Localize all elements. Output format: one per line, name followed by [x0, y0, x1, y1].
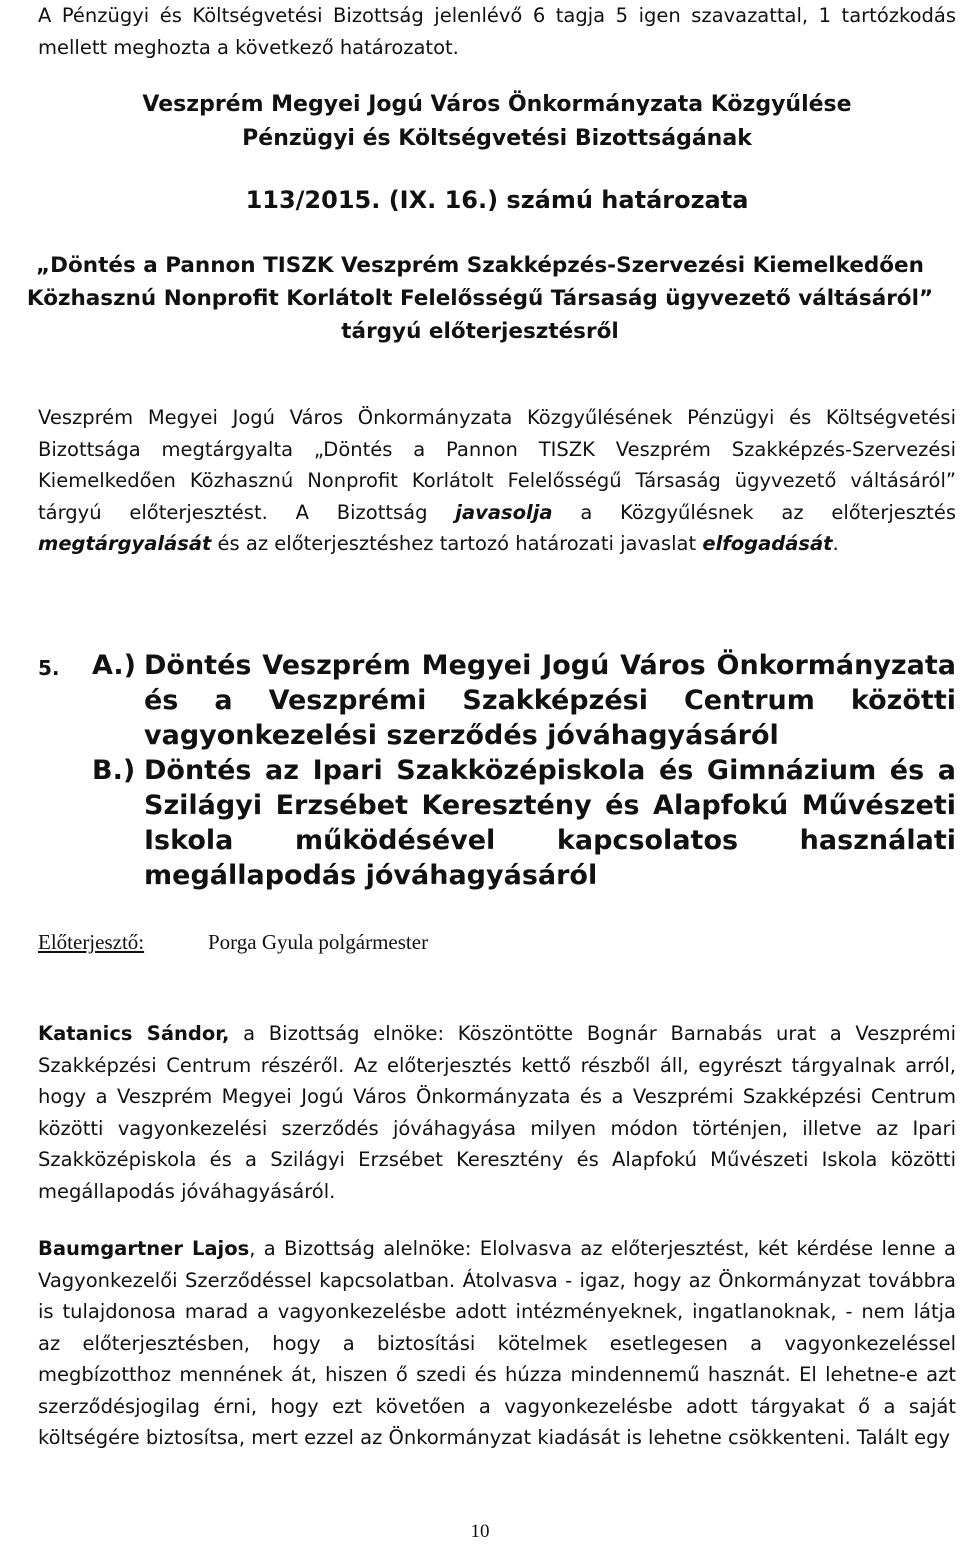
intro-paragraph: A Pénzügyi és Költségvetési Bizottság jelenlévő 6 tagja 5 igen szavazattal, 1 tartózkodás mellett meghozta a következő határozatot. — [38, 4, 956, 59]
heading-line1: Veszprém Megyei Jogú Város Önkormányzata Közgyűlése — [142, 92, 852, 117]
agenda-a-label: A.) — [92, 650, 136, 681]
resolution-text-4: . — [832, 532, 839, 555]
speaker-name: Baumgartner Lajos — [38, 1237, 250, 1260]
resolution-emphasis-1: javasolja — [455, 500, 553, 524]
agenda-item — [38, 648, 956, 893]
resolution-heading — [38, 88, 956, 156]
speech-baumgartner — [38, 1233, 956, 1454]
presenter-name: Porga Gyula polgármester — [208, 930, 429, 954]
speaker-name: Katanics Sándor, — [38, 1022, 230, 1045]
resolution-text-3: és az előterjesztéshez tartozó határozati javaslat — [211, 532, 703, 555]
heading-line2: Pénzügyi és Költségvetési Bizottságának — [242, 126, 752, 151]
resolution-number: 113/2015. (IX. 16.) számú határozata — [245, 186, 749, 214]
presenter-line — [38, 926, 956, 958]
resolution-emphasis-2: megtárgyalását — [38, 532, 212, 555]
page-number: 10 — [470, 1521, 490, 1542]
speech-katanics — [38, 1018, 956, 1207]
presenter-label: Előterjesztő: — [38, 930, 145, 954]
agenda-item-a — [38, 648, 956, 753]
agenda-item-b — [38, 753, 956, 893]
agenda-number: 5. — [38, 656, 60, 680]
resolution-title: „Döntés a Pannon TISZK Veszprém Szakképzés-Szervezési Kiemelkedően Közhasznú Nonprofit Korlátolt Felelősségű Társaság ügyvezető váltásáról” tárgyú előterjesztésről — [26, 253, 934, 344]
speech-text: , a Bizottság alelnöke: Elolvasva az előterjesztést, két kérdése lenne a Vagyonkezelői Szerződéssel kapcsolatban. Átolvasva - igaz, hogy az Önkormányzat továbbra is tulajdonosa marad a vagyonkezelésbe adott intézményeknek, ingatlanoknak, - nem látja az előterjesztésben, hogy a biztosítási kötelmek esetlegesen a vagyonkezeléssel megbízotthoz mennének át, hiszen ő szedi és húzza mindennemű hasznát. El lehetne-e azt szerződésjogilag érni, hogy ezt követően a vagyonkezelésbe adott tárgyakat ő a saját költségére biztosítsa, mert ezzel az Önkormányzat kiadását is lehetne csökkenteni. Talált egy — [38, 1237, 956, 1449]
speech-text: a Bizottság elnöke: Köszöntötte Bognár Barnabás urat a Veszprémi Szakképzési Centrum részéről. Az előterjesztés kettő részből áll, egyrészt tárgyalnak arról, hogy a Veszprém Megyei Jogú Város Önkormányzata és a Veszprémi Szakképzési Centrum közötti vagyonkezelési szerződés jóváhagyása milyen módon történjen, illetve az Ipari Szakközépiskola és a Szilágyi Erzsébet Keresztény és Alapfokú Művészeti Iskola közötti megállapodás jóváhagyásáról. — [38, 1022, 956, 1203]
agenda-b-label: B.) — [92, 755, 136, 786]
resolution-emphasis-3: elfogadását — [702, 532, 833, 555]
resolution-text-2: a Közgyűlésnek az előterjesztés — [552, 500, 956, 524]
agenda-a-text: Döntés Veszprém Megyei Jogú Város Önkormányzata és a Veszprémi Szakképzési Centrum közötti vagyonkezelési szerződés jóváhagyásáról — [144, 650, 956, 751]
resolution-paragraph — [38, 402, 956, 560]
resolution-text-1: Veszprém Megyei Jogú Város Önkormányzata Közgyűlésének Pénzügyi és Költségvetési Bizottsága megtárgyalta „Döntés a Pannon TISZK Veszprém Szakképzés-Szervezési Kiemelkedően Közhasznú Nonprofit Korlátolt Felelősségű Társaság ügyvezető váltásáról” tárgyú előterjesztést. A Bizottság — [38, 406, 956, 524]
agenda-b-text: Döntés az Ipari Szakközépiskola és Gimnázium és a Szilágyi Erzsébet Keresztény és Alapfokú Művészeti Iskola működésével kapcsolatos használati megállapodás jóváhagyásáról — [144, 755, 956, 891]
